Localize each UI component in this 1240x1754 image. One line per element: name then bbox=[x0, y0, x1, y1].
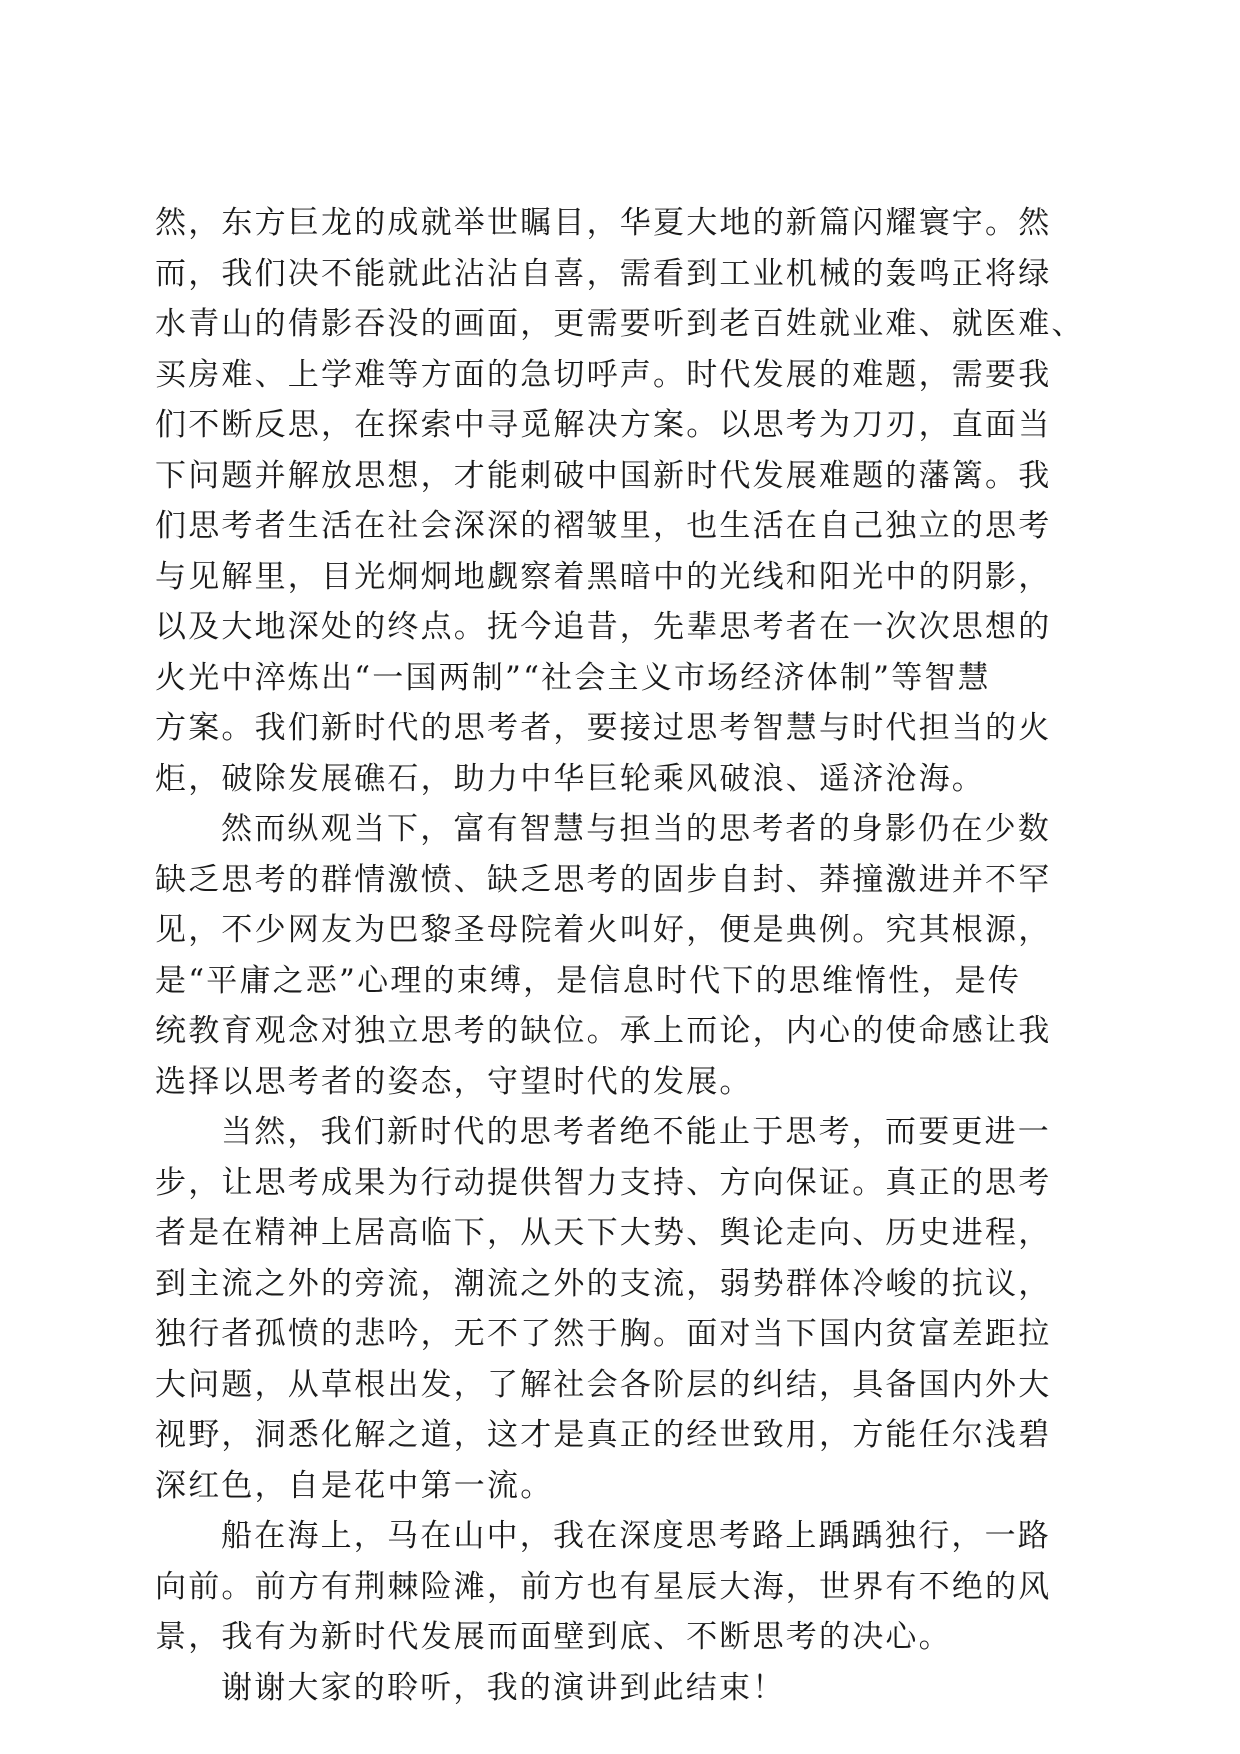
text-line: 向前。前方有荆棘险滩，前方也有星辰大海，世界有不绝的风 bbox=[155, 1568, 1052, 1605]
text-line: 水青山的倩影吞没的画面，更需要听到老百姓就业难、就医难、 bbox=[155, 306, 1085, 342]
text-line: 深红色，自是花中第一流。 bbox=[155, 1467, 554, 1504]
text-line: 然，东方巨龙的成就举世瞩目，华夏大地的新篇闪耀寰宇。然 bbox=[155, 205, 1052, 241]
text-line: 景，我有为新时代发展而面壁到底、不断思考的决心。 bbox=[155, 1619, 952, 1655]
text-line: 视野，洞悉化解之道，这才是真正的经世致用，方能任尔浅碧 bbox=[155, 1417, 1052, 1453]
text-line: 到主流之外的旁流，潮流之外的支流，弱势群体冷峻的抗议， bbox=[155, 1265, 1052, 1302]
paragraph-first-line: 当然，我们新时代的思考者绝不能止于思考，而要更进一 bbox=[221, 1114, 1051, 1150]
paragraph-first-line: 然而纵观当下，富有智慧与担当的思考者的身影仍在少数 bbox=[221, 811, 1051, 847]
text-line: 以及大地深处的终点。抚今追昔，先辈思考者在一次次思想的 bbox=[155, 609, 1052, 645]
text-line: 炬，破除发展礁石，助力中华巨轮乘风破浪、遥济沧海。 bbox=[155, 760, 985, 797]
paragraph-first-line: 船在海上，马在山中，我在深度思考路上踽踽独行，一路 bbox=[221, 1518, 1051, 1554]
text-line: 步，让思考成果为行动提供智力支持、方向保证。真正的思考 bbox=[155, 1164, 1052, 1201]
text-line: 下问题并解放思想，才能刺破中国新时代发展难题的藩篱。我 bbox=[155, 457, 1052, 494]
text-line: 大问题，从草根出发，了解社会各阶层的纠结，具备国内外大 bbox=[155, 1366, 1052, 1403]
text-line: 方案。我们新时代的思考者，要接过思考智慧与时代担当的火 bbox=[155, 710, 1052, 746]
text-line: 缺乏思考的群情激愤、缺乏思考的固步自封、莽撞激进并不罕 bbox=[155, 861, 1052, 898]
closing-line: 谢谢大家的聆听，我的演讲到此结束！ bbox=[221, 1669, 786, 1706]
text-line: 统教育观念对独立思考的缺位。承上而论，内心的使命感让我 bbox=[155, 1013, 1052, 1049]
text-line: 们不断反思，在探索中寻觅解决方案。以思考为刀刃，直面当 bbox=[155, 407, 1052, 443]
text-line: 买房难、上学难等方面的急切呼声。时代发展的难题，需要我 bbox=[155, 356, 1052, 393]
text-line: 而，我们决不能就此沾沾自喜，需看到工业机械的轰鸣正将绿 bbox=[155, 255, 1052, 292]
text-line: 选择以思考者的姿态，守望时代的发展。 bbox=[155, 1063, 753, 1100]
text-line: 与见解里，目光炯炯地觑察着黑暗中的光线和阳光中的阴影， bbox=[155, 558, 1052, 595]
text-line: 见，不少网友为巴黎圣母院着火叫好，便是典例。究其根源， bbox=[155, 912, 1052, 948]
text-line: 者是在精神上居高临下，从天下大势、舆论走向、历史进程， bbox=[155, 1215, 1052, 1251]
text-line: 们思考者生活在社会深深的褶皱里，也生活在自己独立的思考 bbox=[155, 508, 1052, 544]
text-line: 是“平庸之恶”心理的束缚，是信息时代下的思维惰性，是传 bbox=[155, 962, 1022, 999]
text-line: 火光中淬炼出“一国两制”“社会主义市场经济体制”等智慧 bbox=[155, 659, 991, 696]
text-line: 独行者孤愤的悲吟，无不了然于胸。面对当下国内贫富差距拉 bbox=[155, 1316, 1052, 1352]
speech-body bbox=[155, 198, 1085, 1713]
